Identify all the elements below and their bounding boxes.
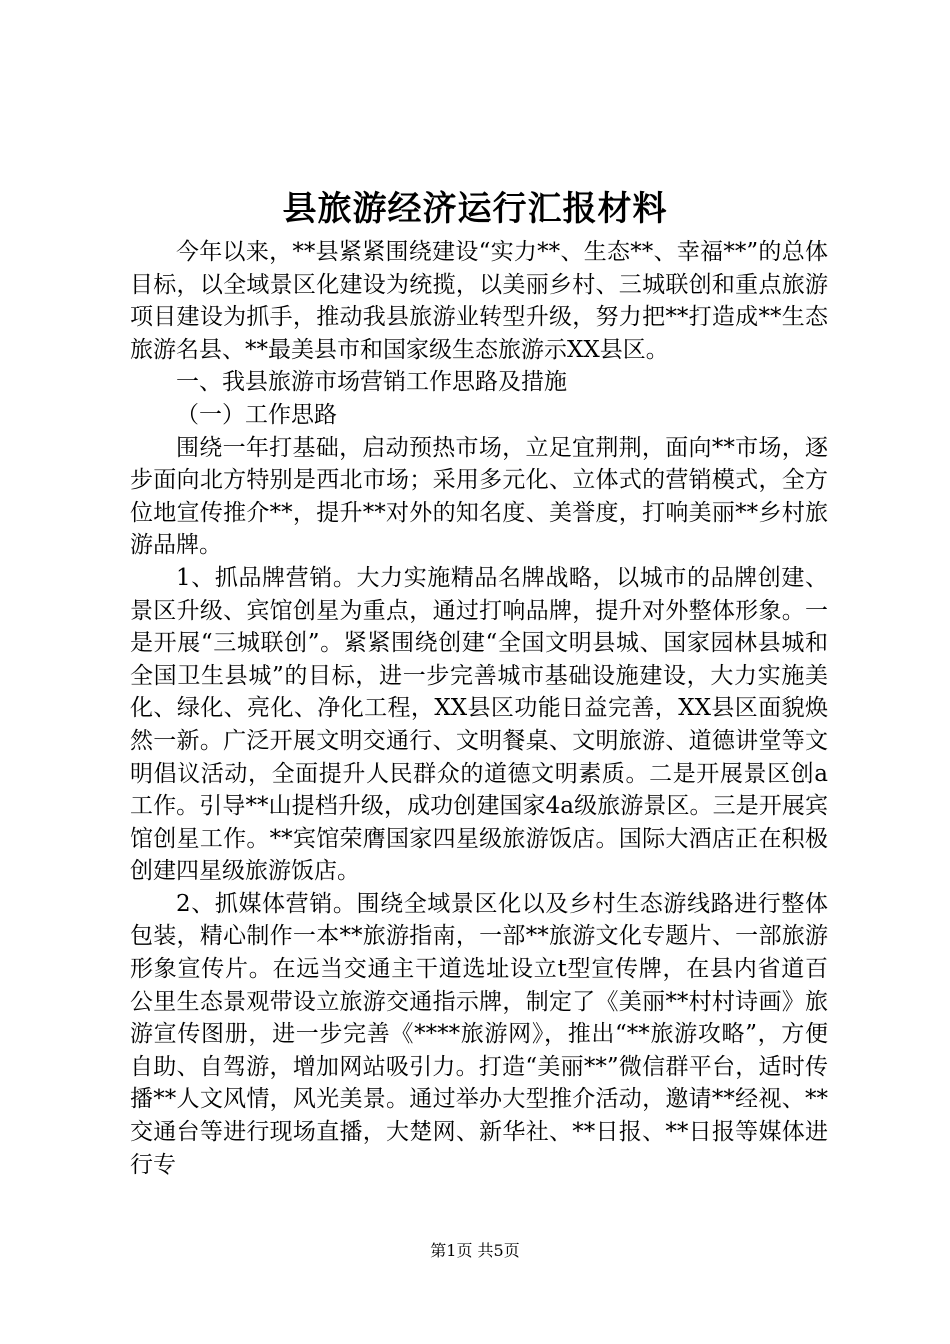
document-title: 县旅游经济运行汇报材料 — [282, 189, 668, 229]
paragraph-work-ideas: 围绕一年打基础，启动预热市场，立足宜荆荆，面向**市场，逐步面向北方特别是西北市场；采用多元化、立体式的营销模式，全方位地宣传推介**，提升**对外的知名度、美誉度，打响美丽**乡村旅游品牌。 — [130, 434, 828, 559]
paragraph-brand-marketing: 1、抓品牌营销。大力实施精品名牌战略，以城市的品牌创建、景区升级、宾馆创星为重点，通过打响品牌，提升对外整体形象。一是开展“三城联创”。紧紧围绕创建“全国文明县城、国家园林县城和全国卫生县城”的目标，进一步完善城市基础设施建设，大力实施美化、绿化、亮化、净化工程，XX县区功能日益完善，XX县区面貌焕然一新。广泛开展文明交通行、文明餐桌、文明旅游、道德讲堂等文明倡议活动，全面提升人民群众的道德文明素质。二是开展景区创a工作。引导**山提档升级，成功创建国家4a级旅游景区。三是开展宾馆创星工作。**宾馆荣膺国家四星级旅游饭店。国际大酒店正在积极创建四星级旅游饭店。 — [130, 564, 828, 885]
page-footer: 第1页 共5页 — [430, 1241, 520, 1260]
paragraph-intro: 今年以来，**县紧紧围绕建设“实力**、生态**、幸福**”的总体目标，以全域景区化建设为统揽，以美丽乡村、三城联创和重点旅游项目建设为抓手，推动我县旅游业转型升级，努力把**打造成**生态旅游名县、**最美县市和国家级生态旅游示XX县区。 — [130, 239, 828, 363]
subsection-heading: （一）工作思路 — [176, 401, 337, 428]
paragraph-media-marketing: 2、抓媒体营销。围绕全域景区化以及乡村生态游线路进行整体包装，精心制作一本**旅游指南，一部**旅游文化专题片、一部旅游形象宣传片。在远当交通主干道选址设立t型宣传牌，在县内省道百公里生态景观带设立旅游交通指示牌，制定了《美丽**村村诗画》旅游宣传图册，进一步完善《****旅游网》，推出“**旅游攻略”，方便自助、自驾游，增加网站吸引力。打造“美丽**”微信群平台，适时传播**人文风情，风光美景。通过举办大型推介活动，邀请**经视、**交通台等进行现场直播，大楚网、新华社、**日报、**日报等媒体进行专 — [130, 890, 828, 1178]
section-heading: 一、我县旅游市场营销工作思路及措施 — [176, 369, 567, 396]
document-body — [130, 236, 828, 1181]
